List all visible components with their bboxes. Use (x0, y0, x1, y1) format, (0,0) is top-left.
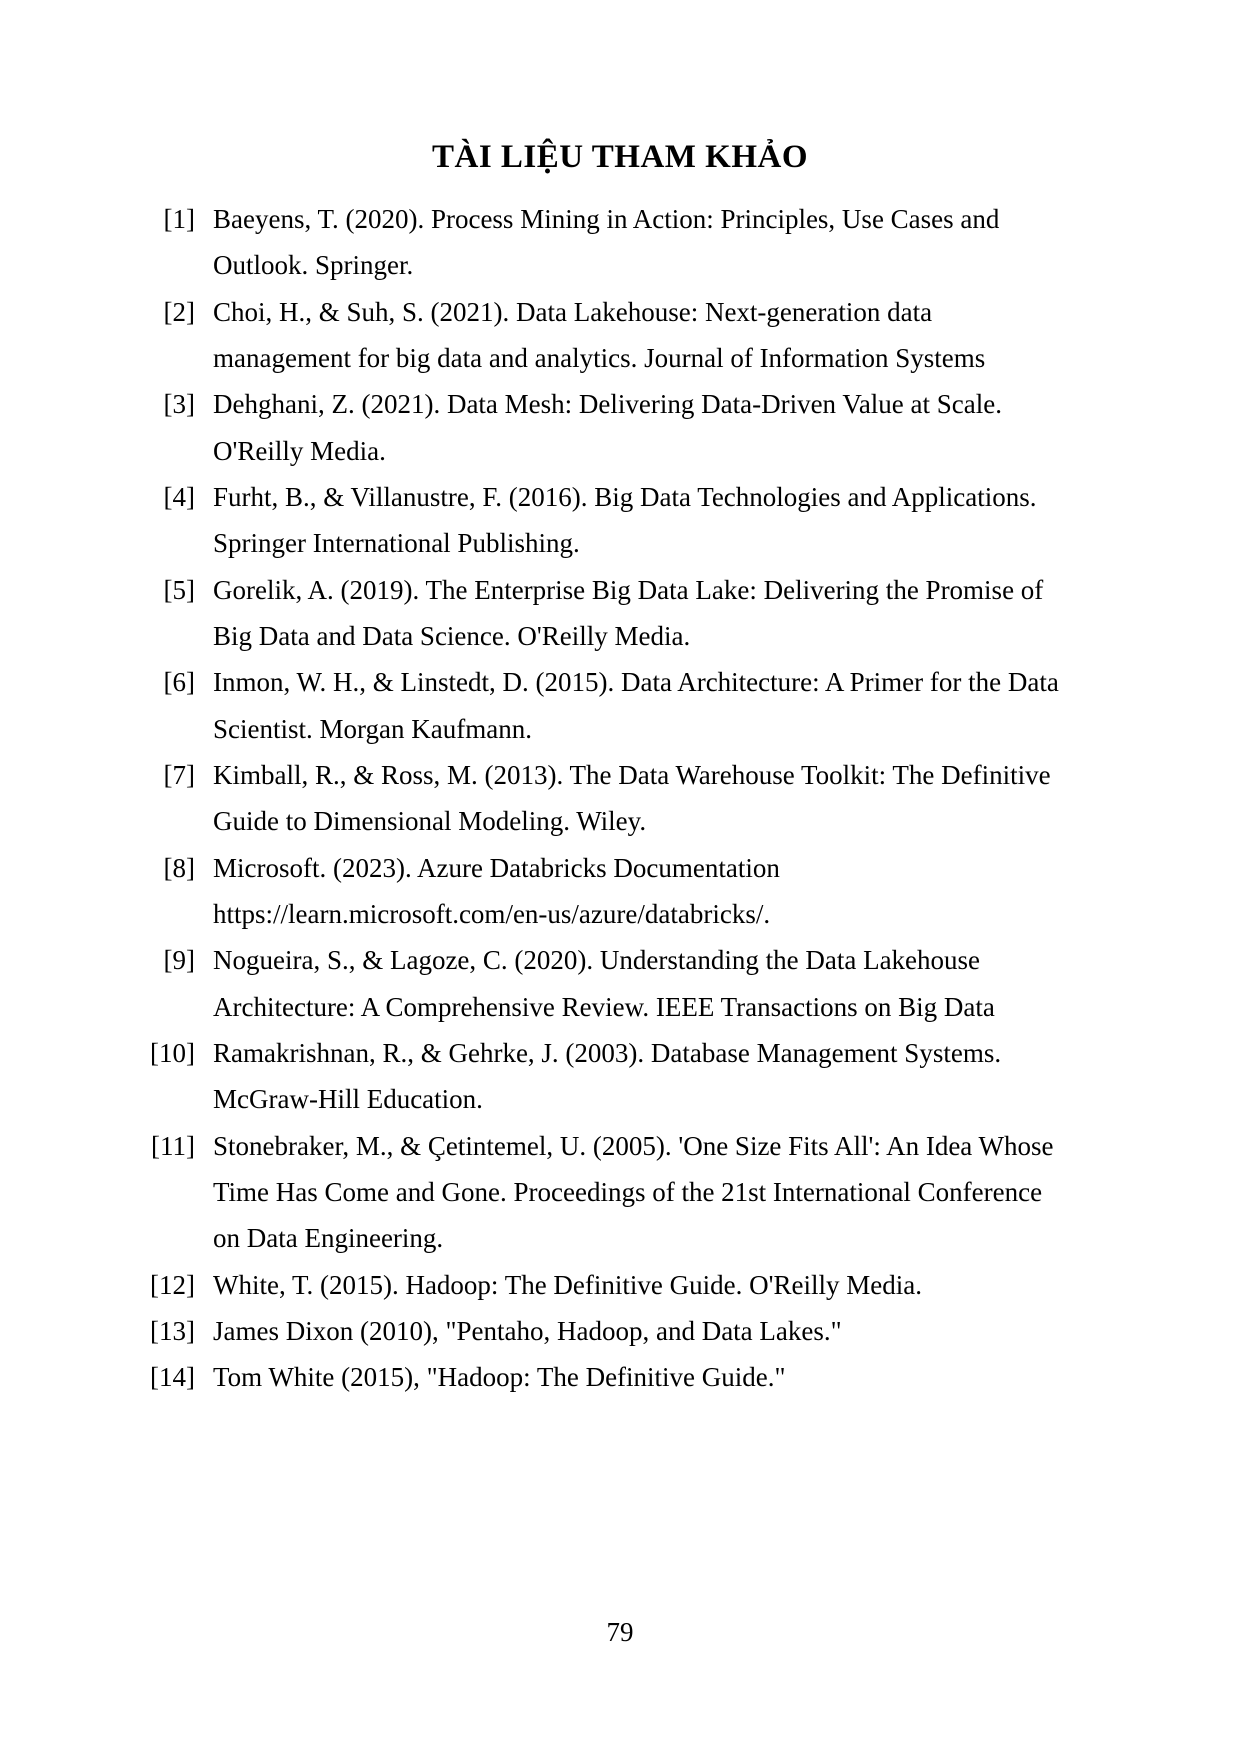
reference-line: Nogueira, S., & Lagoze, C. (2020). Understanding the Data Lakehouse (213, 945, 981, 976)
reference-item (150, 1308, 1110, 1354)
reference-number: [8] (163, 852, 195, 883)
reference-number: [2] (163, 296, 195, 327)
reference-line: Guide to Dimensional Modeling. Wiley. (213, 806, 647, 837)
reference-line: Time Has Come and Gone. Proceedings of the 21st International Conference (213, 1176, 1043, 1207)
reference-line: James Dixon (2010), "Pentaho, Hadoop, and Data Lakes." (213, 1315, 842, 1346)
reference-line: https://learn.microsoft.com/en-us/azure/databricks/. (213, 898, 771, 929)
reference-number: [12] (150, 1269, 195, 1300)
reference-number: [11] (151, 1130, 195, 1161)
reference-text (213, 752, 1051, 845)
reference-item (150, 196, 1110, 289)
reference-line: Outlook. Springer. (213, 250, 414, 281)
reference-text (213, 196, 999, 289)
reference-line: Baeyens, T. (2020). Process Mining in Action: Principles, Use Cases and (213, 204, 1000, 234)
reference-text (213, 1123, 1054, 1262)
reference-line: Inmon, W. H., & Linstedt, D. (2015). Data Architecture: A Primer for the Data (213, 667, 1059, 698)
reference-number: [7] (163, 759, 195, 790)
reference-item (150, 474, 1110, 567)
reference-line: McGraw-Hill Education. (213, 1084, 483, 1115)
reference-line: White, T. (2015). Hadoop: The Definitive Guide. O'Reilly Media. (213, 1269, 922, 1300)
reference-line: Big Data and Data Science. O'Reilly Media. (213, 620, 691, 651)
reference-number: [5] (163, 574, 195, 605)
reference-number: [9] (163, 945, 195, 976)
reference-line: Gorelik, A. (2019). The Enterprise Big Data Lake: Delivering the Promise of (213, 574, 1044, 605)
reference-number: [13] (150, 1315, 195, 1346)
reference-text (213, 381, 1002, 474)
reference-line: Dehghani, Z. (2021). Data Mesh: Delivering Data-Driven Value at Scale. (213, 389, 1002, 420)
reference-item (150, 752, 1110, 845)
reference-number: [4] (163, 481, 195, 512)
reference-item (150, 659, 1110, 752)
reference-text (213, 1030, 1001, 1123)
reference-line: Architecture: A Comprehensive Review. IEEE Transactions on Big Data (213, 991, 995, 1022)
reference-item (150, 381, 1110, 474)
reference-number: [14] (150, 1362, 195, 1393)
reference-text (213, 1308, 842, 1354)
reference-line: on Data Engineering. (213, 1223, 444, 1254)
reference-number: [1] (163, 204, 195, 234)
reference-text (213, 659, 1059, 752)
reference-number: [3] (163, 389, 195, 420)
reference-line: Furht, B., & Villanustre, F. (2016). Big Data Technologies and Applications. (213, 481, 1037, 512)
reference-line: management for big data and analytics. Journal of Information Systems (213, 342, 986, 373)
references-list (150, 196, 1110, 1401)
reference-item (150, 1030, 1110, 1123)
reference-line: Tom White (2015), "Hadoop: The Definitive Guide." (213, 1362, 786, 1393)
page-title: TÀI LIỆU THAM KHẢO (431, 139, 809, 175)
reference-line: Kimball, R., & Ross, M. (2013). The Data Warehouse Toolkit: The Definitive (213, 759, 1051, 790)
reference-number: [10] (150, 1037, 195, 1068)
reference-item (150, 1123, 1110, 1262)
reference-line: Microsoft. (2023). Azure Databricks Documentation (213, 852, 780, 883)
reference-item (150, 845, 1110, 938)
reference-text (213, 567, 1043, 660)
reference-text (213, 474, 1037, 567)
reference-item (150, 1354, 1110, 1400)
reference-number: [6] (163, 667, 195, 698)
reference-text (213, 845, 780, 938)
reference-line: Ramakrishnan, R., & Gehrke, J. (2003). Database Management Systems. (213, 1037, 1002, 1068)
reference-line: O'Reilly Media. (213, 435, 386, 466)
page-number: 79 (606, 1617, 634, 1647)
reference-line: Springer International Publishing. (213, 528, 580, 559)
reference-text (213, 937, 995, 1030)
reference-line: Stonebraker, M., & Çetintemel, U. (2005). 'One Size Fits All': An Idea Whose (213, 1130, 1054, 1161)
reference-line: Scientist. Morgan Kaufmann. (213, 713, 532, 744)
reference-item (150, 567, 1110, 660)
reference-item (150, 289, 1110, 382)
reference-text (213, 1354, 786, 1400)
reference-text (213, 1262, 922, 1308)
reference-text (213, 289, 985, 382)
reference-item (150, 1262, 1110, 1308)
reference-item (150, 937, 1110, 1030)
reference-line: Choi, H., & Suh, S. (2021). Data Lakehouse: Next-generation data (213, 296, 933, 327)
